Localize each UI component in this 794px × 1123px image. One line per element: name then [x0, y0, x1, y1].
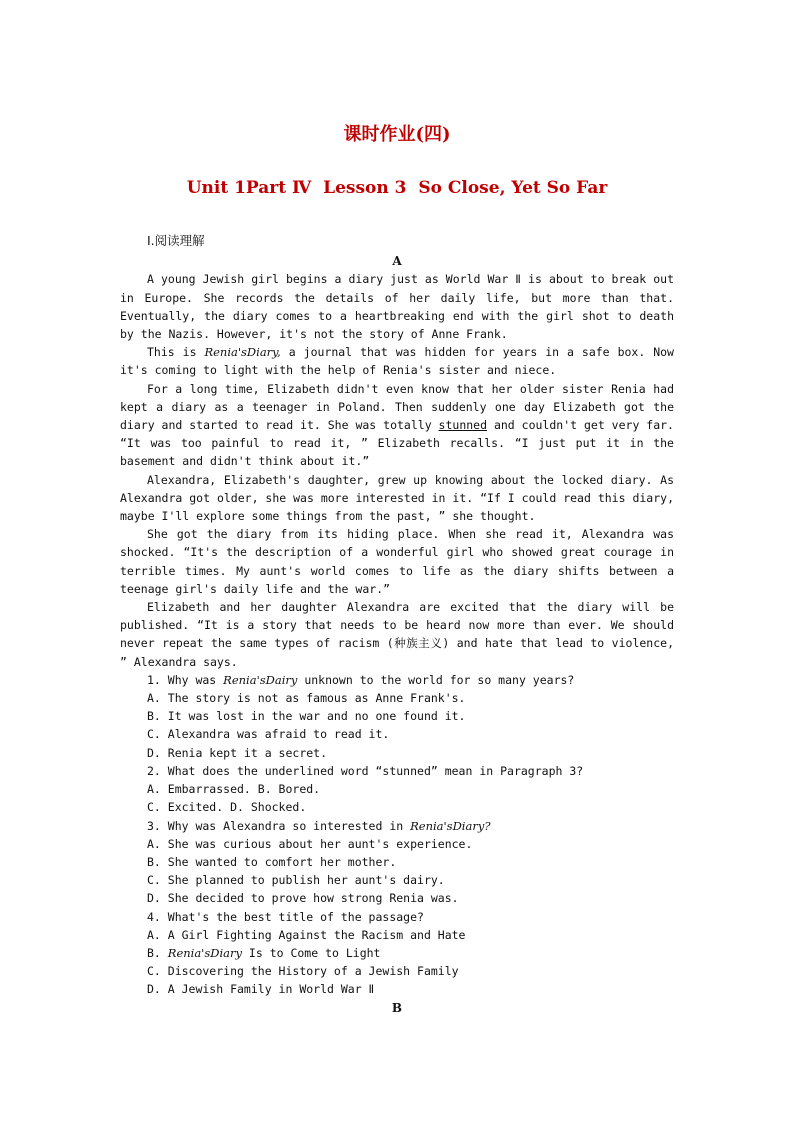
paragraph-3-text-a: For a long time, Elizabeth didn't even know that her older sister Renia had kept a diary as a teenager in Poland. Then suddenly one day Elizabeth got the diary and started to read it. She was totally	[120, 381, 674, 433]
paragraph-6: Elizabeth and her daughter Alexandra are excited that the diary will be published. “It is a story that needs to be heard now more than ever. We should never repeat the same types of racism (种族主义) and hate that lead to violence, ” Alexandra says.	[120, 600, 674, 669]
question-3-option: C. She planned to publish her aunt's dairy.	[147, 873, 445, 888]
question-4-option: C. Discovering the History of a Jewish Family	[147, 964, 459, 979]
question-1-option: B. It was lost in the war and no one found it.	[147, 709, 466, 724]
paragraph-3	[120, 380, 674, 471]
question-4-option: D. A Jewish Family in World War Ⅱ	[147, 982, 375, 997]
question-4-option-b-title: Renia'sDiary	[167, 945, 242, 960]
question-3-diary-title: Renia'sDiary?	[410, 818, 491, 833]
question-3-option: D. She decided to prove how strong Renia was.	[147, 891, 459, 906]
question-2-option: C. Excited. D. Shocked.	[147, 800, 307, 815]
question-1	[120, 671, 674, 689]
question-4: 4. What's the best title of the passage?	[147, 909, 424, 924]
question-4-option: A. A Girl Fighting Against the Racism and Hate	[147, 927, 466, 942]
worksheet-title: 课时作业(四)	[343, 124, 451, 145]
question-2-option: A. Embarrassed. B. Bored.	[147, 782, 321, 797]
paragraph-1: A young Jewish girl begins a diary just as World War Ⅱ is about to break out in Europe. She records the details of her daily life, but more than that. Eventually, the diary comes to a heartbreaking end with the girl shot to death by the Nazis. However, it's not the story of Anne Frank.	[120, 272, 674, 342]
question-1-option: C. Alexandra was afraid to read it.	[147, 727, 390, 742]
paragraph-2-text-a: This is	[147, 345, 205, 360]
question-2: 2. What does the underlined word “stunned” mean in Paragraph 3?	[147, 763, 584, 778]
question-1-diary-title: Renia'sDairy	[223, 672, 298, 687]
question-4-option	[120, 944, 674, 962]
passage-b-label: B	[391, 1000, 403, 1015]
paragraph-2	[120, 343, 674, 379]
section-heading: Ⅰ.阅读理解	[147, 233, 205, 248]
question-1-option: D. Renia kept it a secret.	[147, 745, 328, 760]
question-4-option-b-rest: Is to Come to Light	[242, 945, 381, 960]
diary-title-italic: Renia'sDiary,	[204, 345, 281, 360]
lesson-title: Unit 1Part Ⅳ Lesson 3 So Close, Yet So Far	[186, 178, 608, 198]
question-1-text-b: unknown to the world for so many years?	[297, 672, 575, 687]
paragraph-3-text-b: and couldn't get very far. “It was too painful to read it, ” Elizabeth recalls. “I just put it in the basement and didn't think about it.”	[120, 418, 674, 469]
paragraph-2-text-b: a journal that was hidden for years in a safe box. Now it's coming to light with the help of Renia's sister and niece.	[120, 345, 674, 378]
document-body	[120, 232, 674, 1017]
question-3	[120, 817, 674, 835]
question-1-option: A. The story is not as famous as Anne Frank's.	[147, 691, 466, 706]
question-3-text: 3. Why was Alexandra so interested in	[147, 818, 411, 833]
paragraph-5: She got the diary from its hiding place. When she read it, Alexandra was shocked. “It's the description of a wonderful girl who showed great courage in terrible times. My aunt's world comes to life as the diary shifts between a teenage girl's daily life and the war.”	[120, 527, 674, 596]
question-3-option: A. She was curious about her aunt's experience.	[147, 836, 473, 851]
question-1-text-a: 1. Why was	[147, 672, 224, 687]
passage-a-label: A	[392, 254, 402, 269]
question-4-option-b-prefix: B.	[147, 945, 168, 960]
paragraph-4: Alexandra, Elizabeth's daughter, grew up knowing about the locked diary. As Alexandra got older, she was more interested in it. “If I could read this diary, maybe I'll explore some things from the past, ” she thought.	[120, 472, 674, 524]
question-3-option: B. She wanted to comfort her mother.	[147, 854, 397, 869]
underlined-word: stunned	[438, 418, 488, 433]
